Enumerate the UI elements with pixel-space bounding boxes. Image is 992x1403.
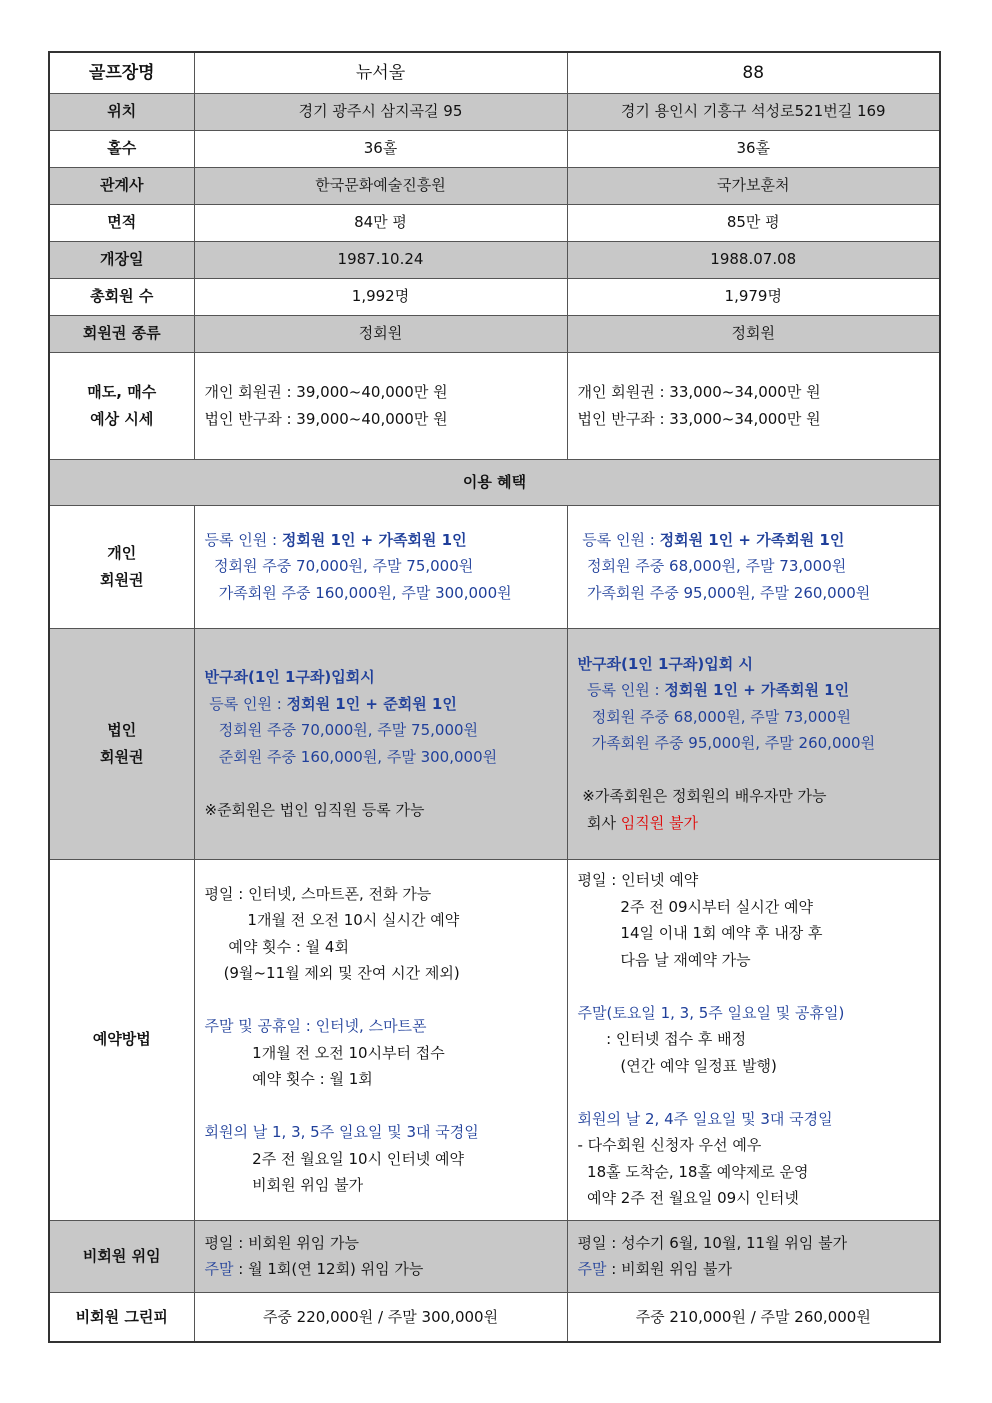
weekend-tag: 주말 <box>204 1260 234 1278</box>
corporate-heading: 반구좌(1인 1구좌)입회 시 <box>577 654 753 673</box>
weekend-tag: 주말 <box>577 1260 607 1278</box>
reservation-line: - 다수회원 신청자 우선 예우 <box>577 1136 762 1155</box>
delegation-row <box>49 1220 940 1292</box>
price-row <box>49 352 940 459</box>
reservation-line: 2주 전 월요일 10시 인터넷 예약 <box>204 1149 465 1168</box>
delegation-label: 비회원 위임 <box>49 1220 194 1292</box>
personal-2 <box>567 505 940 628</box>
course-name-1: 뉴서울 <box>194 52 567 93</box>
reservation-line: 평일 : 인터넷, 스마트폰, 전화 가능 <box>204 884 432 903</box>
green-fee-1: 주중 220,000원 / 주말 300,000원 <box>194 1292 567 1342</box>
location-2: 경기 용인시 기흥구 석성로521번길 169 <box>567 93 940 130</box>
price-label <box>49 352 194 459</box>
area-2: 85만 평 <box>567 204 940 241</box>
fee-line: 준회원 주중 160,000원, 주말 300,000원 <box>204 747 498 766</box>
header-label: 골프장명 <box>49 52 194 93</box>
golf-comparison-table <box>48 51 941 1343</box>
holes-1: 36홀 <box>194 130 567 167</box>
reservation-line: (9월~11월 제외 및 잔여 시간 제외) <box>204 964 460 982</box>
delegation-line: 평일 : 성수기 6월, 10월, 11월 위임 불가 <box>577 1233 848 1252</box>
registration-members: 정회원 1인 + 가족회원 1인 <box>659 530 845 549</box>
corporate-2 <box>567 628 940 859</box>
reservation-line: 2주 전 09시부터 실시간 예약 <box>577 897 814 916</box>
fee-line: 정회원 주중 68,000원, 주말 73,000원 <box>577 557 847 576</box>
reservation-2 <box>567 859 940 1220</box>
reservation-line: 1개월 전 오전 10시부터 접수 <box>204 1043 445 1062</box>
opening-label: 개장일 <box>49 241 194 278</box>
location-1: 경기 광주시 삼지곡길 95 <box>194 93 567 130</box>
green-fee-label: 비회원 그린피 <box>49 1292 194 1342</box>
registration-line <box>578 527 940 554</box>
location-row <box>49 93 940 130</box>
holes-label: 홀수 <box>49 130 194 167</box>
membership-type-1: 정회원 <box>194 315 567 352</box>
corporate-label <box>49 628 194 859</box>
corporate-note-2 <box>578 810 940 837</box>
opening-2: 1988.07.08 <box>567 241 940 278</box>
green-fee-row <box>49 1292 940 1342</box>
reservation-row <box>49 859 940 1220</box>
delegation-line <box>205 1256 567 1283</box>
spacer-line <box>578 757 940 784</box>
header-row <box>49 52 940 93</box>
members-2: 1,979명 <box>567 278 940 315</box>
spacer-line <box>578 1079 940 1106</box>
price-text: 법인 반구좌 : 33,000~34,000만 원 <box>577 409 821 428</box>
members-label: 총회원 수 <box>49 278 194 315</box>
registration-members: 정회원 1인 + 준회원 1인 <box>286 694 457 713</box>
spacer-line <box>578 973 940 1000</box>
registration-prefix: 등록 인원 : <box>577 530 660 549</box>
corporate-label-line: 법인 <box>107 721 137 739</box>
corporate-label-line: 회원권 <box>100 747 144 766</box>
corporate-note: ※가족회원은 정회원의 배우자만 가능 <box>577 787 827 806</box>
reservation-subtitle: 회원의 날 1, 3, 5주 일요일 및 3대 국경일 <box>204 1123 479 1141</box>
delegation-line <box>578 1256 940 1283</box>
registration-prefix: 등록 인원 : <box>577 681 665 700</box>
delegation-1 <box>194 1220 567 1292</box>
course-name-2: 88 <box>567 52 940 93</box>
benefits-header-row <box>49 459 940 505</box>
personal-label-line: 회원권 <box>100 570 144 589</box>
personal-label <box>49 505 194 628</box>
price-label-line: 예상 시세 <box>90 409 154 428</box>
benefits-title: 이용 혜택 <box>49 459 940 505</box>
opening-1: 1987.10.24 <box>194 241 567 278</box>
registration-members: 정회원 1인 + 가족회원 1인 <box>664 681 850 700</box>
corporate-heading: 반구좌(1인 1구좌)입회시 <box>204 668 375 686</box>
holes-2: 36홀 <box>567 130 940 167</box>
spacer-line <box>205 1093 567 1120</box>
price-2 <box>567 352 940 459</box>
green-fee-2: 주중 210,000원 / 주말 260,000원 <box>567 1292 940 1342</box>
fee-line: 정회원 주중 68,000원, 주말 73,000원 <box>577 707 852 726</box>
reservation-line: 예약 횟수 : 월 4회 <box>204 937 349 956</box>
membership-type-label: 회원권 종류 <box>49 315 194 352</box>
delegation-line: 평일 : 비회원 위임 가능 <box>204 1233 360 1252</box>
area-label: 면적 <box>49 204 194 241</box>
affiliate-1: 한국문화예술진흥원 <box>194 167 567 204</box>
personal-1 <box>194 505 567 628</box>
price-text: 법인 반구좌 : 39,000~40,000만 원 <box>204 409 448 428</box>
registration-line <box>578 677 940 704</box>
membership-type-row <box>49 315 940 352</box>
fee-line: 정회원 주중 70,000원, 주말 75,000원 <box>204 721 479 739</box>
registration-prefix: 등록 인원 : <box>204 694 287 713</box>
spacer-line <box>205 770 567 797</box>
reservation-subtitle: 회원의 날 2, 4주 일요일 및 3대 국경일 <box>577 1109 833 1128</box>
reservation-line: 비회원 위임 불가 <box>204 1176 364 1194</box>
registration-line <box>205 691 567 718</box>
note-highlight: 임직원 불가 <box>620 813 699 832</box>
area-row <box>49 204 940 241</box>
personal-row <box>49 505 940 628</box>
location-label: 위치 <box>49 93 194 130</box>
reservation-1 <box>194 859 567 1220</box>
fee-line: 정회원 주중 70,000원, 주말 75,000원 <box>204 557 474 576</box>
note-prefix: 회사 <box>577 813 621 832</box>
fee-line: 가족회원 주중 95,000원, 주말 260,000원 <box>577 734 876 753</box>
price-1 <box>194 352 567 459</box>
delegation-text: : 월 1회(연 12회) 위임 가능 <box>233 1260 424 1278</box>
membership-type-2: 정회원 <box>567 315 940 352</box>
members-1: 1,992명 <box>194 278 567 315</box>
fee-line: 가족회원 주중 160,000원, 주말 300,000원 <box>204 583 512 602</box>
affiliate-2: 국가보훈처 <box>567 167 940 204</box>
holes-row <box>49 130 940 167</box>
reservation-line: 1개월 전 오전 10시 실시간 예약 <box>204 911 460 929</box>
spacer-line <box>205 987 567 1014</box>
reservation-line: 평일 : 인터넷 예약 <box>577 871 699 890</box>
reservation-label: 예약방법 <box>49 859 194 1220</box>
registration-prefix: 등록 인원 : <box>204 530 282 549</box>
reservation-line: (연간 예약 일정표 발행) <box>577 1056 777 1075</box>
area-1: 84만 평 <box>194 204 567 241</box>
personal-label-line: 개인 <box>107 544 137 562</box>
corporate-1 <box>194 628 567 859</box>
price-label-line: 매도, 매수 <box>87 383 157 401</box>
reservation-line: 다음 날 재예약 가능 <box>577 950 751 969</box>
registration-line <box>205 527 567 554</box>
reservation-line: 14일 이내 1회 예약 후 내장 후 <box>577 924 823 943</box>
reservation-subtitle: 주말 및 공휴일 : 인터넷, 스마트폰 <box>204 1017 427 1035</box>
delegation-text: : 비회원 위임 불가 <box>606 1260 733 1278</box>
reservation-subtitle: 주말(토요일 1, 3, 5주 일요일 및 공휴일) <box>577 1003 845 1022</box>
reservation-line: 18홀 도착순, 18홀 예약제로 운영 <box>577 1162 809 1181</box>
corporate-row <box>49 628 940 859</box>
fee-line: 가족회원 주중 95,000원, 주말 260,000원 <box>577 583 871 602</box>
delegation-2 <box>567 1220 940 1292</box>
price-text: 개인 회원권 : 39,000~40,000만 원 <box>204 383 448 401</box>
opening-row <box>49 241 940 278</box>
corporate-note: ※준회원은 법인 임직원 등록 가능 <box>204 800 425 819</box>
members-row <box>49 278 940 315</box>
affiliate-row <box>49 167 940 204</box>
reservation-line: 예약 횟수 : 월 1회 <box>204 1070 373 1088</box>
reservation-line: : 인터넷 접수 후 배정 <box>577 1030 747 1049</box>
price-text: 개인 회원권 : 33,000~34,000만 원 <box>577 383 821 401</box>
reservation-line: 예약 2주 전 월요일 09시 인터넷 <box>577 1189 799 1208</box>
registration-members: 정회원 1인 + 가족회원 1인 <box>281 530 467 549</box>
affiliate-label: 관계사 <box>49 167 194 204</box>
